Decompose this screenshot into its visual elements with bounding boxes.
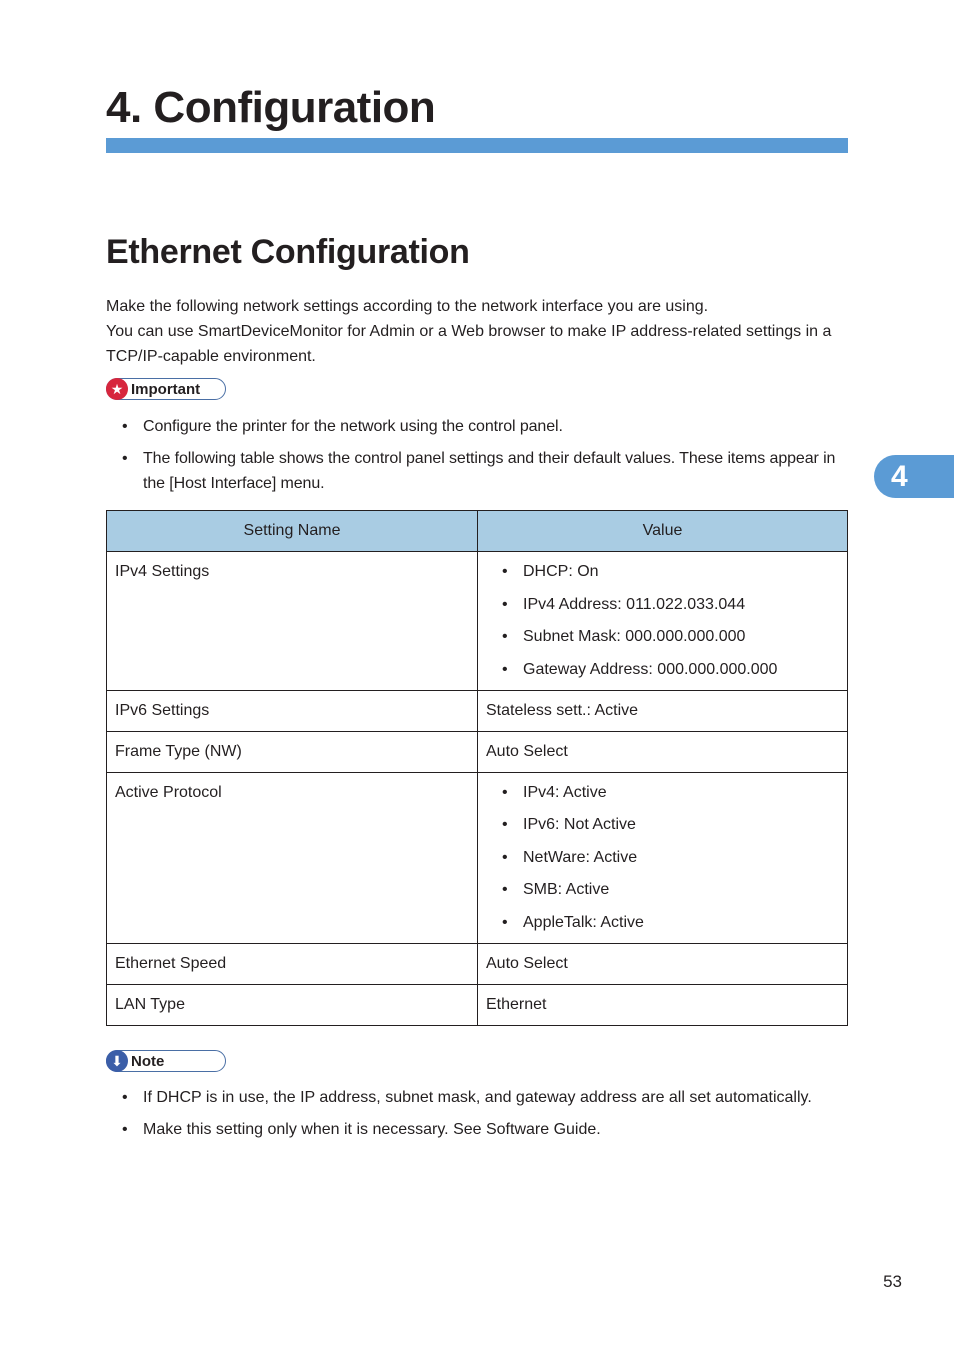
setting-name: IPv6 Settings	[107, 690, 478, 731]
setting-name: Frame Type (NW)	[107, 731, 478, 772]
table-row	[107, 984, 848, 1025]
setting-value: Auto Select	[478, 943, 848, 984]
value-list	[486, 782, 839, 934]
setting-value: Ethernet	[478, 984, 848, 1025]
setting-name: Active Protocol	[107, 772, 478, 943]
important-list	[106, 414, 851, 503]
important-item: • Configure the printer for the network using the control panel.	[106, 414, 851, 439]
table-row	[107, 731, 848, 772]
chapter-title-bar	[106, 138, 848, 153]
header-value: Value	[478, 511, 848, 552]
star-icon: ★	[106, 378, 128, 400]
note-label-text: Note	[131, 1052, 165, 1070]
table-row	[107, 552, 848, 691]
intro-line-2: You can use SmartDeviceMonitor for Admin or a Web browser to make IP address-related settings in a TCP/IP-capable environment.	[106, 323, 832, 365]
note-item: • If DHCP is in use, the IP address, subnet mask, and gateway address are all set automatically.	[106, 1085, 851, 1110]
value-item: • DHCP: On	[486, 561, 839, 583]
settings-table	[106, 510, 848, 1026]
value-item: • IPv4 Address: 011.022.033.044	[486, 594, 839, 616]
important-label	[106, 378, 226, 400]
setting-name: LAN Type	[107, 984, 478, 1025]
setting-name: Ethernet Speed	[107, 943, 478, 984]
value-item: • Gateway Address: 000.000.000.000	[486, 659, 839, 681]
important-item: • The following table shows the control panel settings and their default values. These items appear in the [Host Interface] menu.	[106, 446, 851, 496]
table-row	[107, 772, 848, 943]
note-item: • Make this setting only when it is necessary. See Software Guide.	[106, 1117, 851, 1142]
intro-line-1: Make the following network settings according to the network interface you are using.	[106, 298, 709, 315]
header-setting-name: Setting Name	[107, 511, 478, 552]
important-label-text: Important	[131, 380, 201, 398]
table-row	[107, 943, 848, 984]
intro-text	[106, 294, 851, 369]
table-header-row	[107, 511, 848, 552]
chapter-title: 4. Configuration	[106, 83, 436, 132]
value-item: • SMB: Active	[486, 879, 839, 901]
setting-value: Stateless sett.: Active	[478, 690, 848, 731]
note-label	[106, 1050, 226, 1072]
section-title: Ethernet Configuration	[106, 233, 470, 271]
note-list	[106, 1085, 851, 1149]
setting-value	[478, 552, 848, 691]
table-row	[107, 690, 848, 731]
chapter-tab: 4	[874, 455, 954, 498]
setting-value: Auto Select	[478, 731, 848, 772]
value-item: • AppleTalk: Active	[486, 912, 839, 934]
value-item: • IPv6: Not Active	[486, 814, 839, 836]
value-item: • IPv4: Active	[486, 782, 839, 804]
value-item: • NetWare: Active	[486, 847, 839, 869]
value-list	[486, 561, 839, 681]
setting-value	[478, 772, 848, 943]
value-item: • Subnet Mask: 000.000.000.000	[486, 626, 839, 648]
page-number: 53	[883, 1272, 902, 1291]
setting-name: IPv4 Settings	[107, 552, 478, 691]
arrow-down-icon: ⬇	[106, 1050, 128, 1072]
